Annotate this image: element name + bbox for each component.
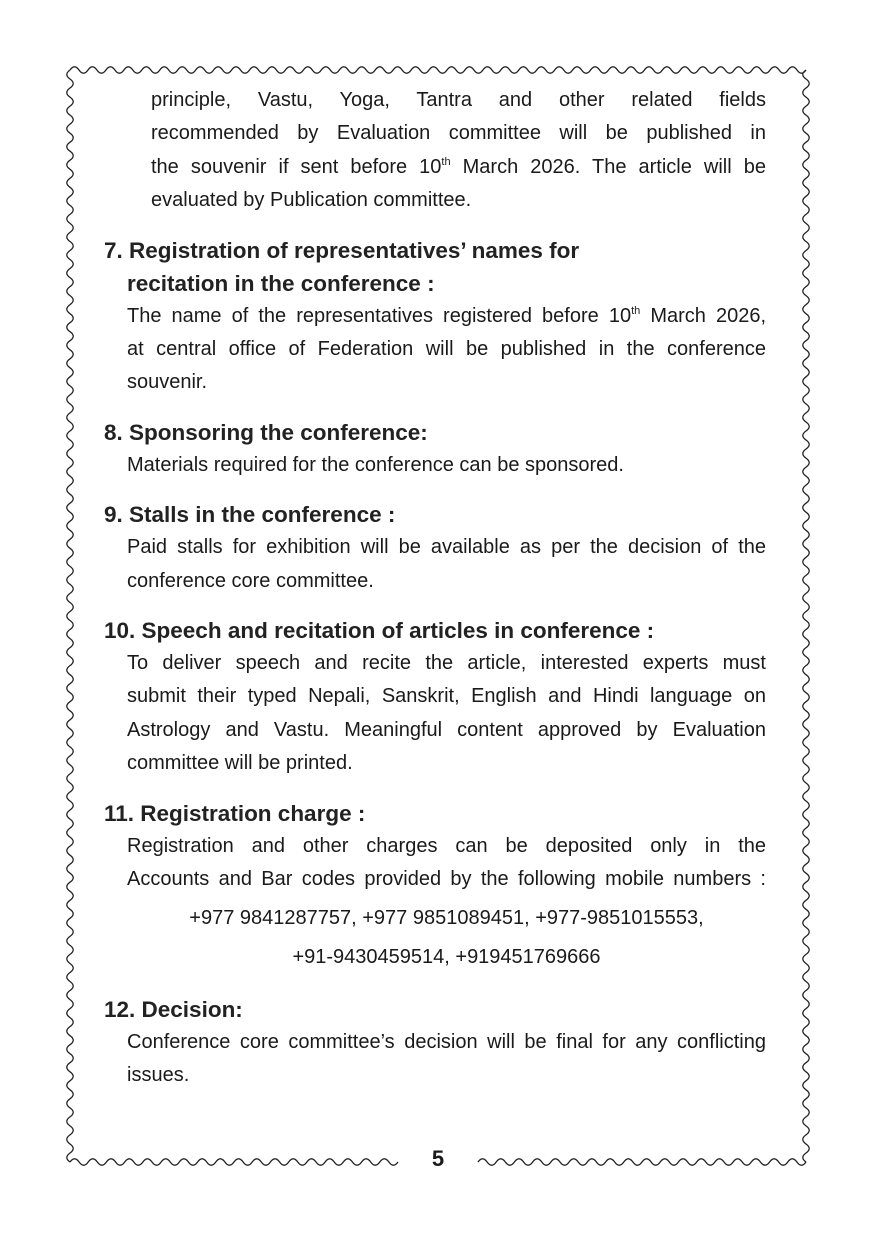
intro-line-4: evaluated by Publication committee. [151, 189, 472, 212]
section-7-heading: 7. Registration of representatives’ names for recitation in the conference : [104, 237, 580, 296]
section-8-heading: 8. Sponsoring the conference: [104, 419, 428, 445]
section-12-heading: 12. Decision: [104, 996, 243, 1022]
section-10-body: To deliver speech and recite the article, interested experts must submit their typed Nepali, Sanskrit, English and Hindi language on Astrology and Vastu. Meaningful content approved by Evaluation committee will be printed. [127, 652, 766, 775]
section-8-body: Materials required for the conference can be sponsored. [127, 453, 624, 476]
section-11-body: Registration and other charges can be deposited only in the Accounts and Bar codes provided by the following mobile numbers : [127, 834, 766, 891]
section-7-line-1: The name of the representatives registered before 10th March 2026, [127, 304, 766, 327]
phone-numbers [104, 899, 766, 977]
section-8 [104, 416, 766, 482]
section-9-body: Paid stalls for exhibition will be available as per the decision of the conference core committee. [127, 536, 766, 592]
intro-line-2: recommended by Evaluation committee will be published in [151, 122, 766, 145]
page-content [104, 84, 766, 1092]
section-7-line-2: at central office of Federation will be published in the conference [127, 338, 766, 361]
intro-line-3: the souvenir if sent before 10th March 2026. The article will be [151, 155, 766, 178]
section-12-body: Conference core committee’s decision will be final for any conflicting issues. [127, 1030, 766, 1086]
phone-numbers-line-1: +977 9841287757, +977 9851089451, +977-9851015553, [189, 906, 704, 929]
section-7-line-3: souvenir. [127, 371, 208, 394]
intro-paragraph [151, 84, 766, 218]
section-12 [104, 993, 766, 1093]
section-11-heading: 11. Registration charge : [104, 800, 366, 826]
page-number: 5 [417, 1146, 459, 1172]
section-9-heading: 9. Stalls in the conference : [104, 502, 396, 528]
section-7-body [104, 300, 766, 400]
section-9 [104, 498, 766, 598]
section-7 [104, 234, 766, 400]
phone-numbers-line-2: +91-9430459514, +919451769666 [292, 945, 601, 968]
section-10 [104, 614, 766, 781]
section-10-heading: 10. Speech and recitation of articles in conference : [104, 618, 655, 644]
intro-line-1: principle, Vastu, Yoga, Tantra and other related fields [151, 89, 766, 111]
section-11 [104, 797, 766, 977]
